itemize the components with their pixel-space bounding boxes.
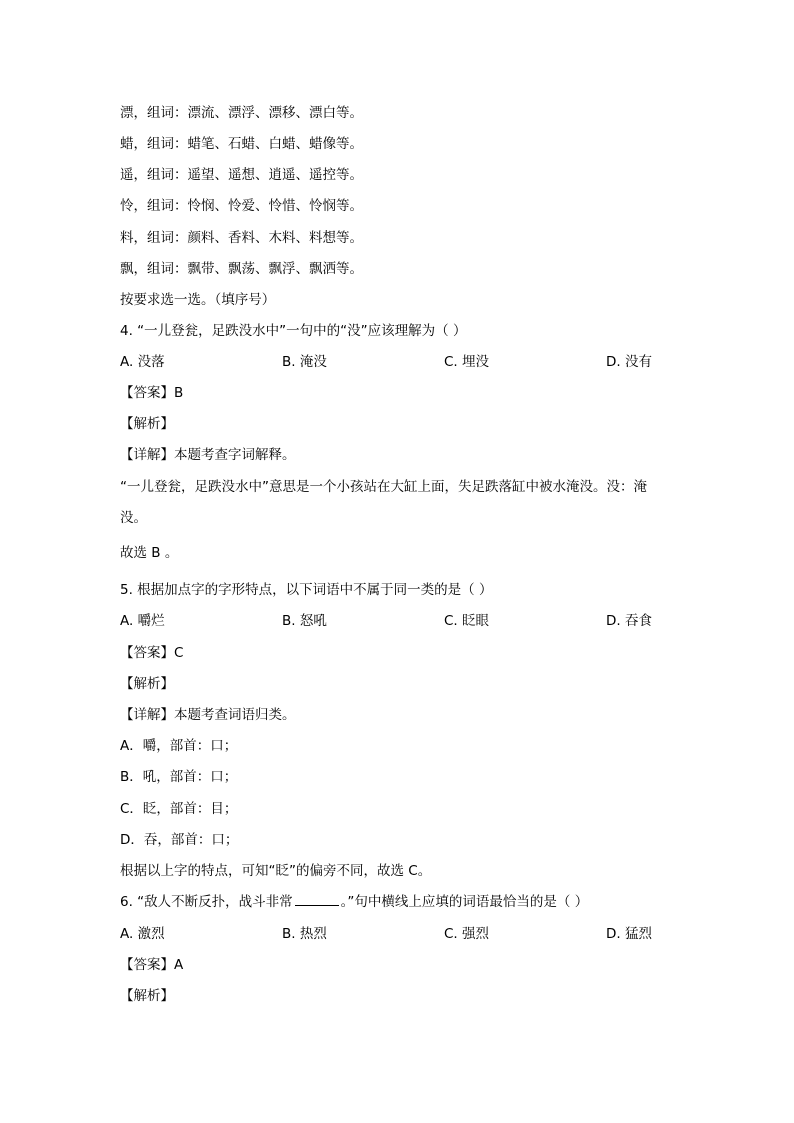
q5-option-d: D. 吞食 bbox=[606, 613, 652, 629]
word-line: 怜，组词：怜悯、怜爱、怜惜、怜悯等。 bbox=[120, 198, 363, 214]
q4-conclusion: 故选 B 。 bbox=[120, 545, 179, 561]
q6-option-c: C. 强烈 bbox=[444, 926, 490, 942]
q6-analysis: 【解析】 bbox=[120, 988, 174, 1004]
q4-option-a: A. 没落 bbox=[120, 354, 165, 370]
q5-item: A．嚼，部首：口； bbox=[120, 738, 238, 754]
word-line: 遥，组词：遥望、遥想、逍遥、遥控等。 bbox=[120, 167, 363, 183]
q5-item: B．吼，部首：口； bbox=[120, 769, 238, 785]
q5-conclusion: 根据以上字的特点，可知“眨”的偏旁不同，故选 C。 bbox=[120, 863, 432, 879]
q5-answer: 【答案】C bbox=[120, 645, 184, 661]
q4-option-b: B. 淹没 bbox=[282, 354, 327, 370]
q5-analysis: 【解析】 bbox=[120, 676, 174, 692]
section-title: 按要求选一选。（填序号） bbox=[120, 292, 276, 308]
q5-option-c: C. 眨眼 bbox=[444, 613, 490, 629]
q6-option-d: D. 猛烈 bbox=[606, 926, 652, 942]
q5-option-a: A. 嚼烂 bbox=[120, 613, 165, 629]
word-line: 蜡，组词：蜡笔、石蜡、白蜡、蜡像等。 bbox=[120, 136, 363, 152]
q6-option-b: B. 热烈 bbox=[282, 926, 327, 942]
q4-answer: 【答案】B bbox=[120, 385, 184, 401]
q4-explanation: “一儿登瓮，足跌没水中”意思是一个小孩站在大缸上面，失足跌落缸中被水淹没。没：淹 bbox=[120, 479, 647, 495]
q5-detail: 【详解】本题考查词语归类。 bbox=[120, 707, 296, 723]
q5-option-b: B. 怒吼 bbox=[282, 613, 327, 629]
q6-option-a: A. 激烈 bbox=[120, 926, 165, 942]
fill-blank bbox=[295, 893, 339, 906]
q5-item: D．吞，部首：口； bbox=[120, 832, 239, 848]
question-6-text-end: 。”句中横线上应填的词语最恰当的是（ ） bbox=[340, 894, 589, 910]
word-line: 漂，组词：漂流、漂浮、漂移、漂白等。 bbox=[120, 105, 363, 121]
q5-item: C．眨，部首：目； bbox=[120, 801, 238, 817]
question-6 bbox=[120, 892, 588, 912]
q4-option-d: D. 没有 bbox=[606, 354, 652, 370]
q4-detail: 【详解】本题考查字词解释。 bbox=[120, 447, 296, 463]
question-5: 5. 根据加点字的字形特点，以下词语中不属于同一类的是（ ） bbox=[120, 582, 493, 598]
q4-analysis: 【解析】 bbox=[120, 416, 174, 432]
word-line: 飘，组词：飘带、飘荡、飘浮、飘洒等。 bbox=[120, 261, 363, 277]
q6-answer: 【答案】A bbox=[120, 957, 184, 973]
question-6-text: 6. “敌人不断反扑，战斗非常 bbox=[120, 894, 293, 910]
q4-explanation-cont: 没。 bbox=[120, 510, 147, 526]
q4-option-c: C. 埋没 bbox=[444, 354, 490, 370]
question-4: 4. “一儿登瓮，足跌没水中”一句中的“没”应该理解为（ ） bbox=[120, 323, 467, 339]
word-line: 料，组词：颜料、香料、木料、料想等。 bbox=[120, 230, 363, 246]
